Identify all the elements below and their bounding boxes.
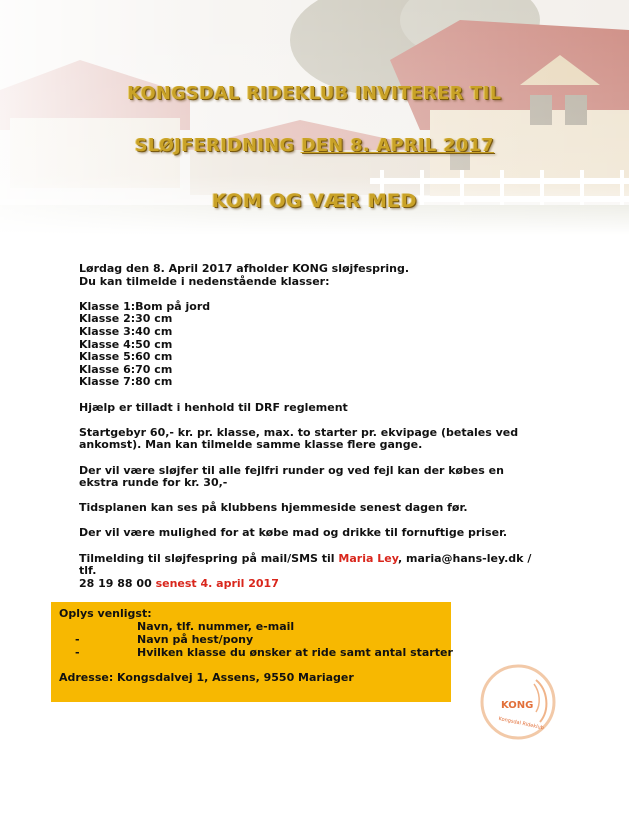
info-item: Navn på hest/pony: [137, 633, 254, 646]
help-rule-text: Hjælp er tilladt i henhold til DRF reglement: [79, 400, 348, 414]
headline-date-underlined: DEN 8. APRIL 2017: [301, 136, 495, 156]
headline-invitation: KONGSDAL RIDEKLUB INVITERER TIL: [127, 84, 502, 104]
contact-phone: 28 19 88 00: [79, 576, 156, 590]
class-item: Klasse 3:40 cm: [79, 324, 173, 338]
headline-event-date: [0, 136, 629, 156]
bullet-dash: -: [75, 633, 80, 646]
headline-event-name: SLØJFERIDNING: [134, 136, 302, 156]
contact-name: Maria Ley: [338, 551, 399, 565]
intro-line-1: Lørdag den 8. April 2017 afholder KONG sløjfespring.: [79, 262, 410, 275]
fee-text: Startgebyr 60,- kr. pr. klasse, max. to starter pr. ekvipage (betales ved ankomst). Man kan tilmelde samme klasse flere gange.: [79, 425, 519, 452]
info-item: Hvilken klasse du ønsker at ride samt antal starter: [137, 646, 453, 659]
signup-text: [79, 553, 539, 591]
logo-text: KONG: [501, 700, 534, 711]
class-item: Klasse 5:60 cm: [79, 350, 173, 364]
info-box-title: Oplys venligst:: [59, 607, 152, 620]
event-description: [79, 263, 539, 590]
logo-emblem-icon: [478, 662, 558, 742]
contact-email: , maria@hans-ley.dk / tlf.: [79, 551, 532, 578]
ribbons-text: Der vil være sløjfer til alle fejlfri runder og ved fejl kan der købes en ekstra runde for kr. 30,-: [79, 463, 504, 490]
logo-subtext: Kongsdal Rideklub: [498, 715, 545, 732]
class-item: Klasse 7:80 cm: [79, 375, 173, 389]
bullet-dash: -: [75, 646, 80, 659]
headline-call-to-action: KOM OG VÆR MED: [211, 190, 418, 212]
intro-line-2: Du kan tilmelde i nedenstående klasser:: [79, 274, 330, 288]
class-item: Klasse 1:Bom på jord: [79, 299, 211, 313]
club-address: Adresse: Kongsdalvej 1, Assens, 9550 Mariager: [59, 671, 354, 684]
food-text: Der vil være mulighed for at købe mad og drikke til fornuftige priser.: [79, 526, 508, 540]
schedule-text: Tidsplanen kan ses på klubbens hjemmeside senest dagen før.: [79, 501, 468, 515]
info-box: [51, 602, 451, 702]
class-item: Klasse 6:70 cm: [79, 362, 173, 376]
signup-prefix: Tilmelding til sløjfespring på mail/SMS til: [79, 551, 339, 565]
signup-deadline: senest 4. april 2017: [155, 576, 279, 590]
class-item: Klasse 2:30 cm: [79, 312, 173, 326]
info-item: Navn, tlf. nummer, e-mail: [137, 620, 295, 633]
class-item: Klasse 4:50 cm: [79, 337, 173, 351]
club-logo: [478, 662, 558, 742]
